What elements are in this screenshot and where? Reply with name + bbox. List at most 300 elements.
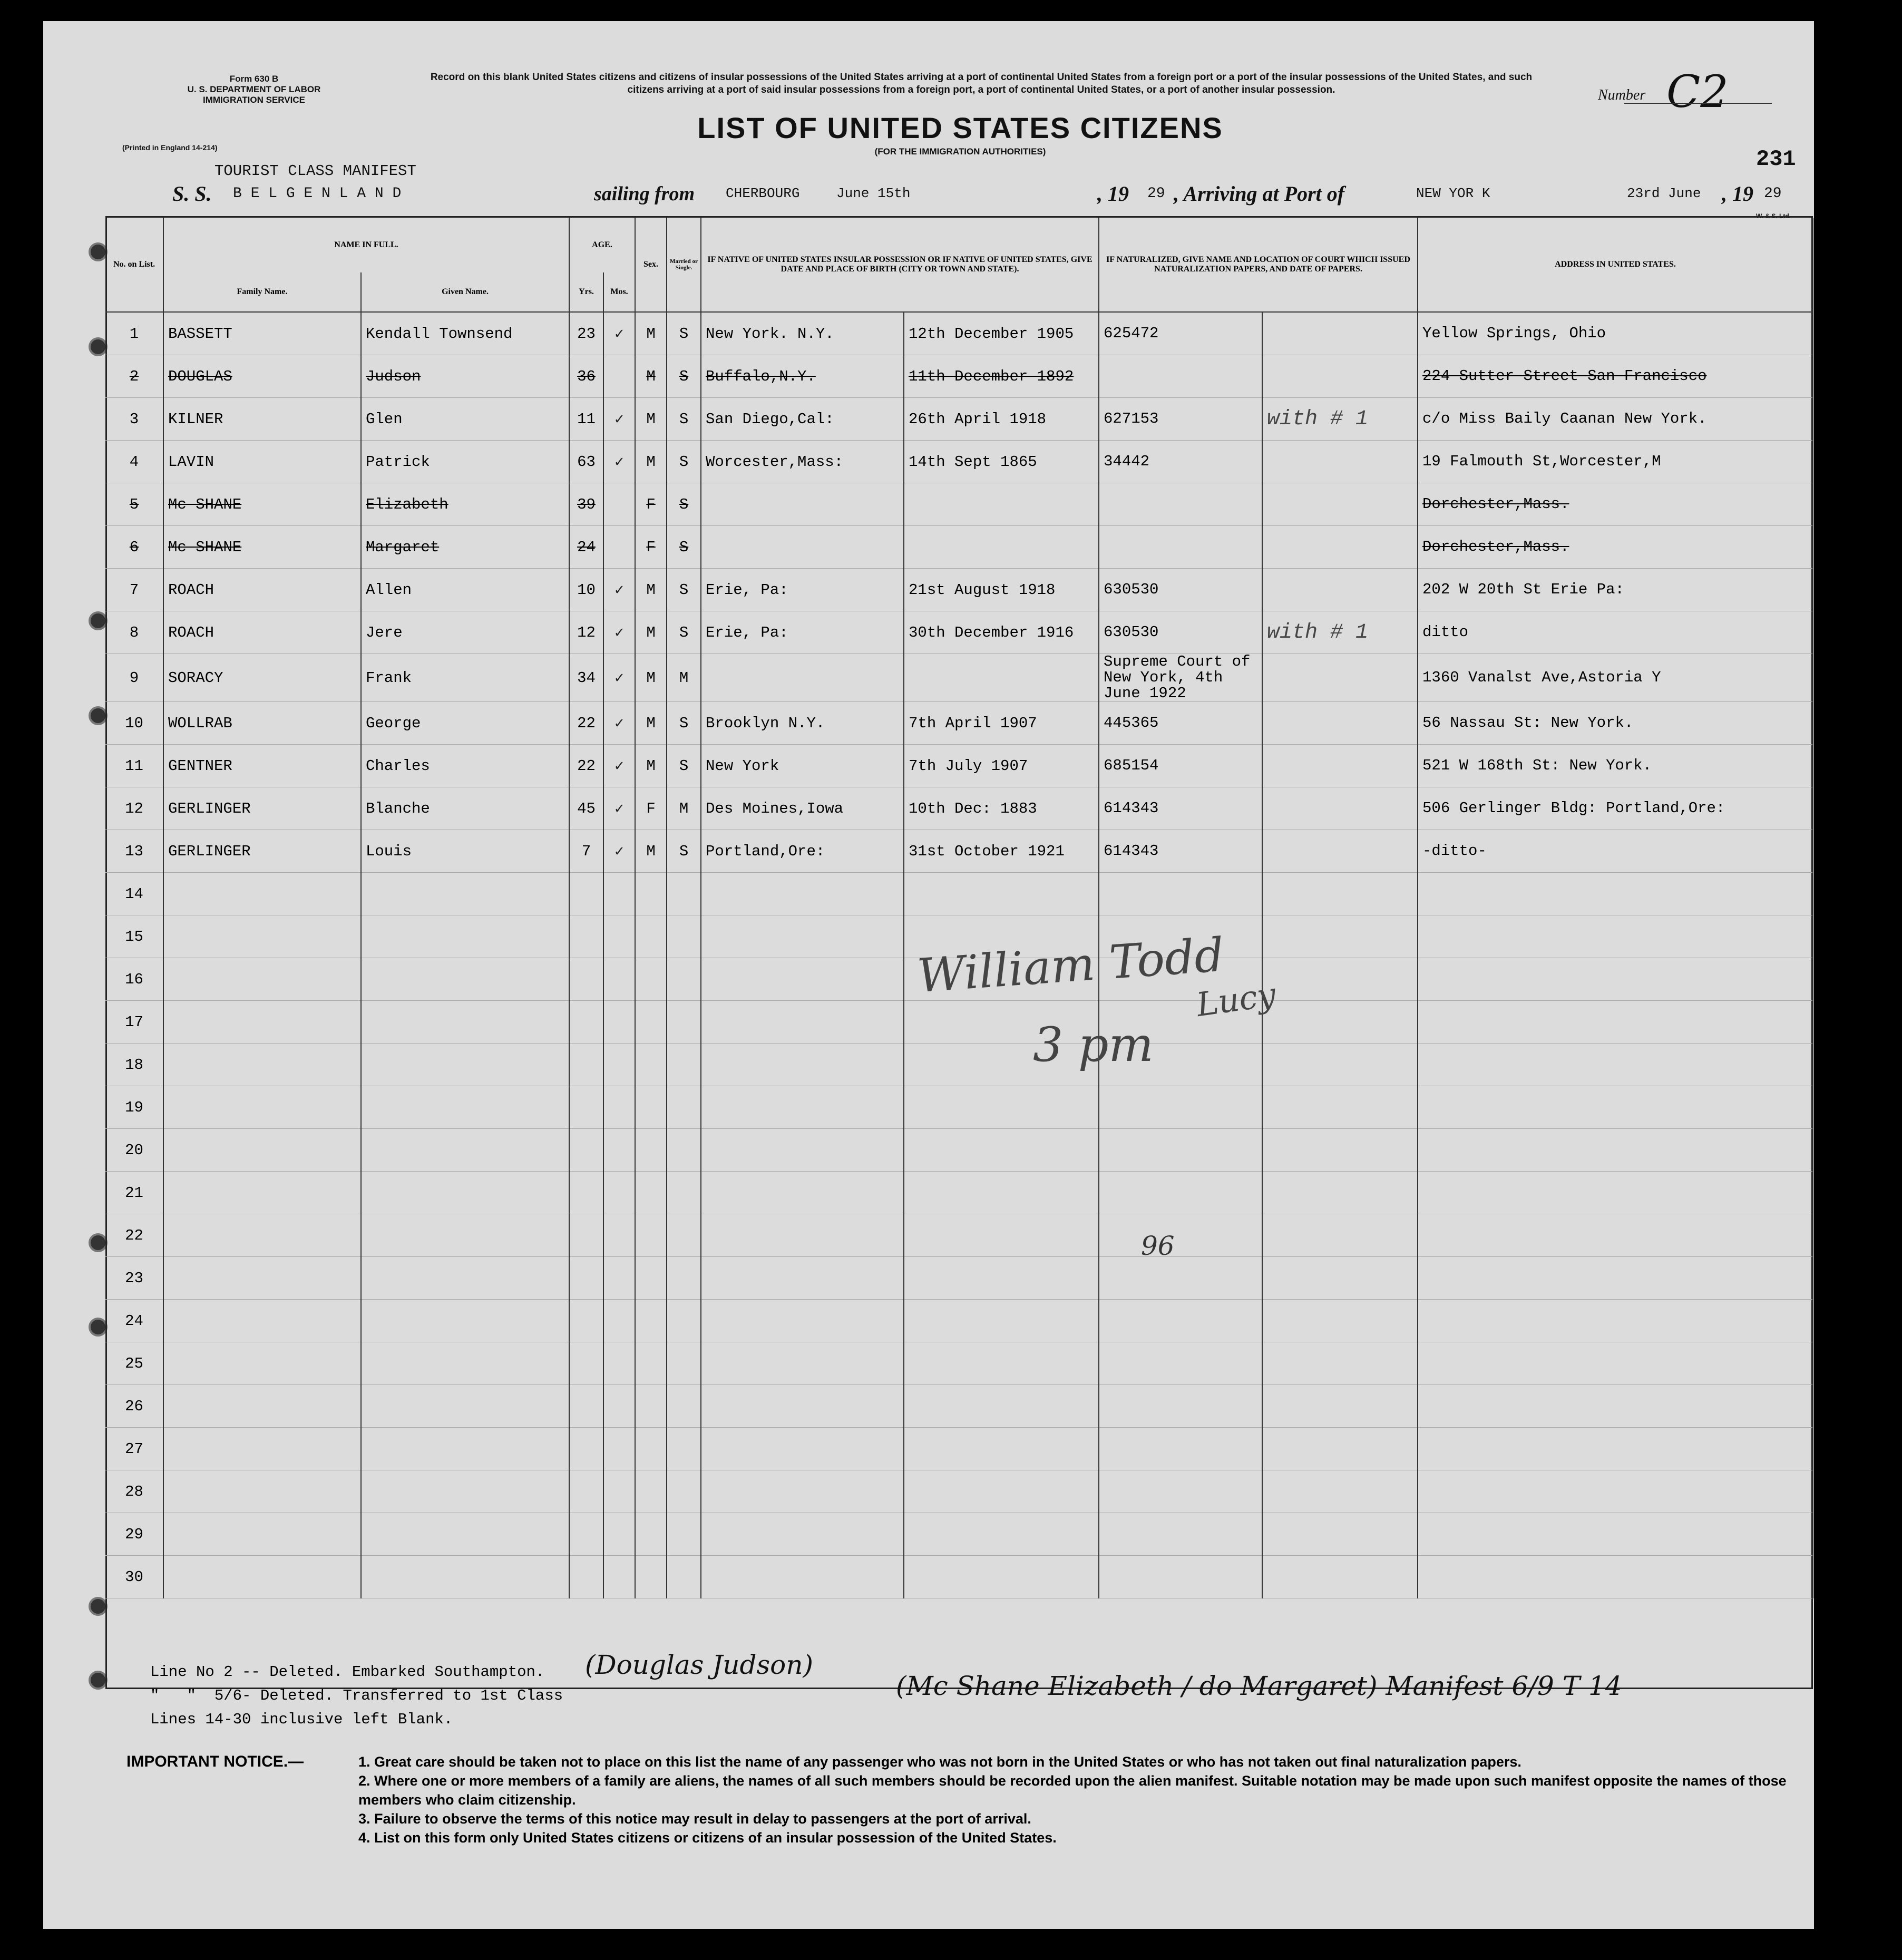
marital-status: S <box>667 355 701 398</box>
empty-cell <box>1418 1342 1813 1385</box>
birth-place <box>701 483 904 526</box>
empty-cell <box>1418 1172 1813 1214</box>
marital-status: S <box>667 398 701 441</box>
col-age: AGE. <box>569 218 635 272</box>
address: 224 Sutter Street San Francisco <box>1418 355 1813 398</box>
empty-cell <box>361 1342 569 1385</box>
empty-cell <box>361 915 569 958</box>
table-row <box>105 873 1813 915</box>
empty-cell <box>701 1470 904 1513</box>
birth-place: New York. N.Y. <box>701 312 904 355</box>
row-number: 11 <box>105 745 163 787</box>
empty-cell <box>667 1428 701 1470</box>
empty-cell <box>904 1086 1099 1129</box>
row-number: 28 <box>105 1470 163 1513</box>
handwritten-deletion-1: (Douglas Judson) <box>585 1650 813 1680</box>
empty-cell <box>667 1001 701 1044</box>
row-number: 2 <box>105 355 163 398</box>
address: Dorchester,Mass. <box>1418 483 1813 526</box>
marital-status: M <box>667 787 701 830</box>
year-1: 29 <box>1147 186 1165 202</box>
age-months: ✓ <box>603 611 635 654</box>
row-number: 21 <box>105 1172 163 1214</box>
empty-cell <box>1099 1470 1262 1513</box>
empty-cell <box>1262 1513 1418 1556</box>
empty-cell <box>635 1428 667 1470</box>
empty-cell <box>1099 1300 1262 1342</box>
birth-place <box>701 526 904 569</box>
col-mos: Mos. <box>603 272 635 312</box>
empty-cell <box>569 1342 603 1385</box>
sex: M <box>635 441 667 483</box>
empty-cell <box>701 1342 904 1385</box>
table-row <box>105 745 1813 787</box>
empty-cell <box>603 1129 635 1172</box>
empty-cell <box>569 1172 603 1214</box>
naturalization-papers: 614343 <box>1099 787 1262 830</box>
age-years: 36 <box>569 355 603 398</box>
empty-cell <box>361 1129 569 1172</box>
notice-2: 2. Where one or more members of a family are aliens, the names of all such members should be recorded upon the alien manifest. Suitable notation may be made upon such manifest opposite the names of those members who claim citizenship. <box>358 1773 1787 1808</box>
empty-cell <box>603 1172 635 1214</box>
empty-cell <box>904 1470 1099 1513</box>
sex: F <box>635 526 667 569</box>
table-row <box>105 569 1813 611</box>
sex: F <box>635 787 667 830</box>
empty-cell <box>361 958 569 1001</box>
birth-place: New York <box>701 745 904 787</box>
empty-cell <box>667 1086 701 1129</box>
birth-place: San Diego,Cal: <box>701 398 904 441</box>
margin-note <box>1262 483 1418 526</box>
empty-cell <box>1262 1001 1418 1044</box>
empty-cell <box>1099 1129 1262 1172</box>
empty-cell <box>361 1470 569 1513</box>
margin-note: with # 1 <box>1262 611 1418 654</box>
margin-note: with # 1 <box>1262 398 1418 441</box>
margin-note <box>1262 702 1418 745</box>
naturalization-papers: 34442 <box>1099 441 1262 483</box>
age-years: 7 <box>569 830 603 873</box>
empty-cell <box>569 1470 603 1513</box>
table-row <box>105 1428 1813 1470</box>
margin-note <box>1262 441 1418 483</box>
sailing-line <box>172 179 1782 211</box>
number-underline <box>1624 103 1772 104</box>
naturalization-papers: 614343 <box>1099 830 1262 873</box>
col-birth: IF NATIVE OF UNITED STATES INSULAR POSSESSION OR IF NATIVE OF UNITED STATES, GIVE DATE AND PLACE OF BIRTH (CITY OR TOWN AND STATE). <box>701 218 1099 312</box>
row-number: 5 <box>105 483 163 526</box>
punch-hole <box>89 706 108 725</box>
empty-cell <box>635 1086 667 1129</box>
empty-cell <box>635 1044 667 1086</box>
empty-cell <box>569 1129 603 1172</box>
empty-cell <box>163 1001 361 1044</box>
given-name: Glen <box>361 398 569 441</box>
empty-cell <box>603 1001 635 1044</box>
empty-cell <box>1418 1001 1813 1044</box>
table-row <box>105 1044 1813 1086</box>
sex: M <box>635 830 667 873</box>
empty-cell <box>1418 1385 1813 1428</box>
marital-status: S <box>667 441 701 483</box>
empty-cell <box>361 1513 569 1556</box>
empty-cell <box>701 1428 904 1470</box>
empty-cell <box>701 1257 904 1300</box>
given-name: Blanche <box>361 787 569 830</box>
empty-cell <box>163 958 361 1001</box>
empty-cell <box>361 1044 569 1086</box>
age-years: 45 <box>569 787 603 830</box>
handwritten-time: 3 pm <box>1033 1017 1154 1072</box>
empty-cell <box>1099 1513 1262 1556</box>
address: 521 W 168th St: New York. <box>1418 745 1813 787</box>
empty-cell <box>1418 1300 1813 1342</box>
empty-cell <box>163 1513 361 1556</box>
margin-note <box>1262 569 1418 611</box>
empty-cell <box>569 1257 603 1300</box>
empty-cell <box>904 873 1099 915</box>
empty-cell <box>1262 1172 1418 1214</box>
empty-cell <box>1418 1428 1813 1470</box>
family-name: DOUGLAS <box>163 355 361 398</box>
age-years: 34 <box>569 654 603 702</box>
row-number: 9 <box>105 654 163 702</box>
empty-cell <box>701 1556 904 1598</box>
empty-cell <box>569 915 603 958</box>
birth-place <box>701 654 904 702</box>
page-title: LIST OF UNITED STATES CITIZENS <box>697 111 1223 144</box>
sex: M <box>635 702 667 745</box>
age-years: 22 <box>569 745 603 787</box>
sex: F <box>635 483 667 526</box>
empty-cell <box>701 1300 904 1342</box>
col-given: Given Name. <box>361 272 569 312</box>
age-months <box>603 526 635 569</box>
empty-cell <box>635 1300 667 1342</box>
birth-date: 26th April 1918 <box>904 398 1099 441</box>
year-2: 29 <box>1764 186 1782 202</box>
family-name: WOLLRAB <box>163 702 361 745</box>
empty-cell <box>1418 1257 1813 1300</box>
empty-cell <box>701 1214 904 1257</box>
col-family: Family Name. <box>163 272 361 312</box>
page-number: 231 <box>1756 147 1796 172</box>
empty-cell <box>1418 1556 1813 1598</box>
empty-cell <box>1099 1385 1262 1428</box>
table-row <box>105 483 1813 526</box>
row-number: 27 <box>105 1428 163 1470</box>
empty-cell <box>635 1385 667 1428</box>
address: -ditto- <box>1418 830 1813 873</box>
sex: M <box>635 398 667 441</box>
empty-cell <box>603 958 635 1001</box>
empty-cell <box>163 1172 361 1214</box>
row-number: 4 <box>105 441 163 483</box>
class-stamp: TOURIST CLASS MANIFEST <box>214 162 416 180</box>
empty-cell <box>635 1257 667 1300</box>
empty-cell <box>603 1385 635 1428</box>
naturalization-papers: 627153 <box>1099 398 1262 441</box>
birth-place: Portland,Ore: <box>701 830 904 873</box>
empty-cell <box>163 1129 361 1172</box>
empty-cell <box>667 1470 701 1513</box>
age-months: ✓ <box>603 702 635 745</box>
form-info <box>170 74 338 105</box>
birth-place: Des Moines,Iowa <box>701 787 904 830</box>
family-name: BASSETT <box>163 312 361 355</box>
department: U. S. DEPARTMENT OF LABOR <box>187 84 321 94</box>
empty-cell <box>1262 1556 1418 1598</box>
empty-cell <box>163 1257 361 1300</box>
punch-hole <box>89 242 108 261</box>
table-row <box>105 1257 1813 1300</box>
empty-cell <box>904 1257 1099 1300</box>
empty-cell <box>904 1385 1099 1428</box>
birth-date: 7th April 1907 <box>904 702 1099 745</box>
printed-note: (Printed in England 14-214) <box>122 143 218 152</box>
given-name: George <box>361 702 569 745</box>
address: 56 Nassau St: New York. <box>1418 702 1813 745</box>
sex: M <box>635 611 667 654</box>
row-number: 16 <box>105 958 163 1001</box>
sailing-label: sailing from <box>594 183 695 205</box>
year-label-1: , 19 <box>1097 182 1129 206</box>
empty-cell <box>1099 1342 1262 1385</box>
age-months: ✓ <box>603 312 635 355</box>
empty-cell <box>603 1300 635 1342</box>
empty-cell <box>163 1385 361 1428</box>
punch-hole <box>89 1318 108 1337</box>
empty-cell <box>1262 1428 1418 1470</box>
table-row <box>105 1342 1813 1385</box>
row-number: 24 <box>105 1300 163 1342</box>
empty-cell <box>667 1257 701 1300</box>
empty-cell <box>1262 1214 1418 1257</box>
empty-cell <box>1418 958 1813 1001</box>
sex: M <box>635 745 667 787</box>
empty-cell <box>635 873 667 915</box>
empty-cell <box>635 1172 667 1214</box>
naturalization-papers: Supreme Court of New York, 4th June 1922 <box>1099 654 1262 702</box>
empty-cell <box>569 873 603 915</box>
table-row <box>105 1172 1813 1214</box>
arriving-label: , Arriving at Port of <box>1174 182 1345 206</box>
empty-cell <box>667 873 701 915</box>
sex: M <box>635 569 667 611</box>
marital-status: S <box>667 702 701 745</box>
address: 19 Falmouth St,Worcester,M <box>1418 441 1813 483</box>
age-months: ✓ <box>603 787 635 830</box>
table-row <box>105 1470 1813 1513</box>
birth-date: 7th July 1907 <box>904 745 1099 787</box>
empty-cell <box>361 1428 569 1470</box>
given-name: Louis <box>361 830 569 873</box>
empty-cell <box>904 1556 1099 1598</box>
age-months: ✓ <box>603 569 635 611</box>
empty-cell <box>1262 1257 1418 1300</box>
empty-cell <box>904 1342 1099 1385</box>
empty-cell <box>635 1513 667 1556</box>
empty-cell <box>635 1470 667 1513</box>
empty-cell <box>1418 1214 1813 1257</box>
empty-cell <box>701 873 904 915</box>
empty-cell <box>361 1172 569 1214</box>
empty-cell <box>667 1129 701 1172</box>
table-row <box>105 1556 1813 1598</box>
margin-note <box>1262 745 1418 787</box>
margin-note <box>1262 355 1418 398</box>
row-number: 30 <box>105 1556 163 1598</box>
age-months: ✓ <box>603 398 635 441</box>
deletion-notes <box>150 1660 563 1731</box>
given-name: Judson <box>361 355 569 398</box>
row-number: 20 <box>105 1129 163 1172</box>
birth-date: 31st October 1921 <box>904 830 1099 873</box>
empty-cell <box>1418 1470 1813 1513</box>
naturalization-papers: 445365 <box>1099 702 1262 745</box>
margin-note <box>1262 312 1418 355</box>
table-row <box>105 1001 1813 1044</box>
row-number: 29 <box>105 1513 163 1556</box>
number-label: Number <box>1598 87 1646 103</box>
empty-cell <box>1262 915 1418 958</box>
empty-cell <box>904 1513 1099 1556</box>
empty-cell <box>667 1300 701 1342</box>
row-number: 18 <box>105 1044 163 1086</box>
birth-date: 10th Dec: 1883 <box>904 787 1099 830</box>
family-name: GERLINGER <box>163 830 361 873</box>
handwritten-signature: William Todd <box>915 927 1226 1003</box>
row-number: 26 <box>105 1385 163 1428</box>
empty-cell <box>163 1428 361 1470</box>
table-row <box>105 526 1813 569</box>
empty-cell <box>163 1044 361 1086</box>
empty-cell <box>603 1044 635 1086</box>
family-name: Mc SHANE <box>163 483 361 526</box>
empty-cell <box>603 1342 635 1385</box>
punch-hole <box>89 1597 108 1616</box>
empty-cell <box>603 1086 635 1129</box>
birth-place: Brooklyn N.Y. <box>701 702 904 745</box>
table-row <box>105 1214 1813 1257</box>
empty-cell <box>603 1214 635 1257</box>
table-row <box>105 702 1813 745</box>
age-months <box>603 355 635 398</box>
row-number: 6 <box>105 526 163 569</box>
given-name: Patrick <box>361 441 569 483</box>
printer-mark: W. & S. Ltd. <box>1756 212 1791 220</box>
birth-date: 11th December 1892 <box>904 355 1099 398</box>
empty-cell <box>1099 1086 1262 1129</box>
empty-cell <box>1099 1428 1262 1470</box>
age-months: ✓ <box>603 745 635 787</box>
col-name: NAME IN FULL. <box>163 218 569 272</box>
address: 506 Gerlinger Bldg: Portland,Ore: <box>1418 787 1813 830</box>
empty-cell <box>163 1300 361 1342</box>
table-row <box>105 654 1813 702</box>
empty-cell <box>635 1214 667 1257</box>
col-yrs: Yrs. <box>569 272 603 312</box>
table-row <box>105 355 1813 398</box>
empty-cell <box>569 1086 603 1129</box>
empty-cell <box>569 958 603 1001</box>
empty-cell <box>569 1044 603 1086</box>
empty-cell <box>1262 1129 1418 1172</box>
table-row <box>105 441 1813 483</box>
row-number: 22 <box>105 1214 163 1257</box>
manifest-table <box>105 218 1813 1598</box>
age-years: 12 <box>569 611 603 654</box>
empty-cell <box>635 1342 667 1385</box>
empty-cell <box>904 1129 1099 1172</box>
sex: M <box>635 312 667 355</box>
family-name: GENTNER <box>163 745 361 787</box>
birth-place: Worcester,Mass: <box>701 441 904 483</box>
notice-4: 4. List on this form only United States citizens or citizens of an insular possession of the United States. <box>358 1830 1057 1846</box>
marital-status: S <box>667 526 701 569</box>
handwritten-initials: Lucy <box>1194 974 1279 1025</box>
sailing-date: June 15th <box>836 186 911 201</box>
empty-cell <box>569 1300 603 1342</box>
empty-cell <box>361 1556 569 1598</box>
age-years: 11 <box>569 398 603 441</box>
empty-cell <box>701 1044 904 1086</box>
margin-note <box>1262 787 1418 830</box>
row-number: 13 <box>105 830 163 873</box>
row-number: 25 <box>105 1342 163 1385</box>
note-line-1: Line No 2 -- Deleted. Embarked Southampton. <box>150 1663 545 1681</box>
family-name: ROACH <box>163 611 361 654</box>
row-number: 10 <box>105 702 163 745</box>
punch-hole <box>89 611 108 630</box>
empty-cell <box>163 915 361 958</box>
address: ditto <box>1418 611 1813 654</box>
address: Dorchester,Mass. <box>1418 526 1813 569</box>
empty-cell <box>361 1214 569 1257</box>
page-subtitle: (FOR THE IMMIGRATION AUTHORITIES) <box>874 147 1046 157</box>
given-name: Frank <box>361 654 569 702</box>
age-months: ✓ <box>603 654 635 702</box>
address: 202 W 20th St Erie Pa: <box>1418 569 1813 611</box>
family-name: ROACH <box>163 569 361 611</box>
col-address: ADDRESS IN UNITED STATES. <box>1418 218 1813 312</box>
empty-cell <box>1418 1129 1813 1172</box>
table-row <box>105 398 1813 441</box>
empty-cell <box>1099 1556 1262 1598</box>
empty-cell <box>603 915 635 958</box>
naturalization-papers <box>1099 526 1262 569</box>
empty-cell <box>1099 1257 1262 1300</box>
margin-note <box>1262 830 1418 873</box>
empty-cell <box>904 1428 1099 1470</box>
empty-cell <box>361 1300 569 1342</box>
empty-cell <box>1262 1086 1418 1129</box>
service: IMMIGRATION SERVICE <box>203 95 305 105</box>
naturalization-papers: 685154 <box>1099 745 1262 787</box>
table-row <box>105 1385 1813 1428</box>
note-line-3: Lines 14-30 inclusive left Blank. <box>150 1711 453 1728</box>
birth-date: 21st August 1918 <box>904 569 1099 611</box>
empty-cell <box>635 958 667 1001</box>
empty-cell <box>667 1556 701 1598</box>
age-years: 63 <box>569 441 603 483</box>
row-number: 19 <box>105 1086 163 1129</box>
sex: M <box>635 355 667 398</box>
empty-cell <box>1418 873 1813 915</box>
naturalization-papers: 630530 <box>1099 569 1262 611</box>
table-row <box>105 1086 1813 1129</box>
